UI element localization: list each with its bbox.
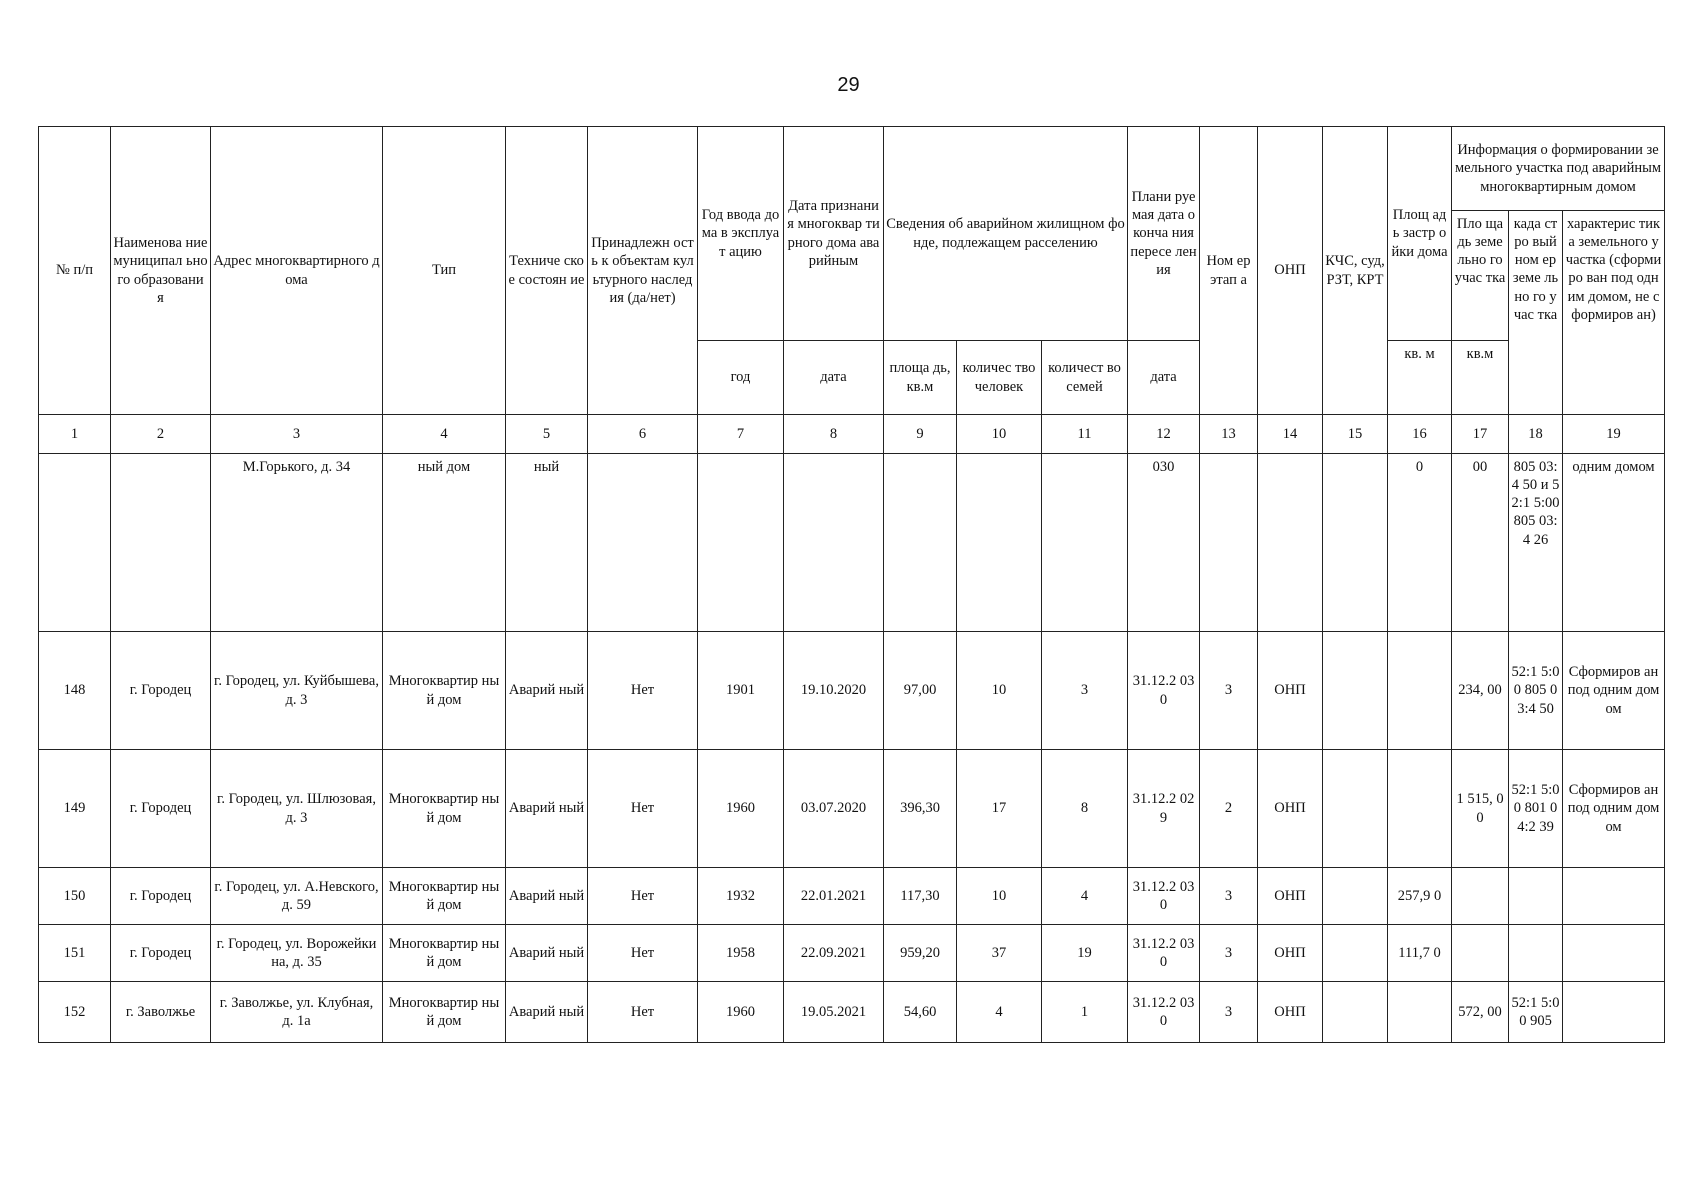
cell-cadastral-number: 52:1 5:00 805 03:4 50 bbox=[1509, 632, 1563, 750]
column-number: 13 bbox=[1200, 415, 1258, 454]
emergency-housing-table bbox=[38, 126, 1665, 1043]
cell-kchs bbox=[1323, 982, 1388, 1043]
cell-families: 1 bbox=[1042, 982, 1128, 1043]
column-number: 10 bbox=[957, 415, 1042, 454]
cell-cadastral-number: 52:1 5:00 801 04:2 39 bbox=[1509, 750, 1563, 868]
header-condition: Техниче ское состоян ие bbox=[506, 127, 588, 415]
cell-building-area: 0 bbox=[1388, 454, 1452, 632]
cell-condition: Аварий ный bbox=[506, 868, 588, 925]
cell-land-area bbox=[1452, 868, 1509, 925]
cell-building-area bbox=[1388, 982, 1452, 1043]
cell-building-area: 111,7 0 bbox=[1388, 925, 1452, 982]
cell-condition: Аварий ный bbox=[506, 632, 588, 750]
header-stage-number: Ном ер этап а bbox=[1200, 127, 1258, 415]
cell-emergency-date: 22.01.2021 bbox=[784, 868, 884, 925]
column-number: 8 bbox=[784, 415, 884, 454]
column-number: 15 bbox=[1323, 415, 1388, 454]
cell-kchs bbox=[1323, 925, 1388, 982]
cell-emergency-date: 03.07.2020 bbox=[784, 750, 884, 868]
cell-cultural-heritage: Нет bbox=[588, 982, 698, 1043]
cell-onp: ОНП bbox=[1258, 632, 1323, 750]
cell-resettlement-date: 31.12.2 030 bbox=[1128, 868, 1200, 925]
cell-kchs bbox=[1323, 632, 1388, 750]
header-cadastral-number: када стро вый ном ер земе льно го учас тка bbox=[1509, 211, 1563, 415]
cell-area bbox=[884, 454, 957, 632]
column-number: 19 bbox=[1563, 415, 1665, 454]
cell-land-area: 234, 00 bbox=[1452, 632, 1509, 750]
cell-address: г. Городец, ул. Ворожейкина, д. 35 bbox=[211, 925, 383, 982]
header-emergency-date: Дата признания многоквар тирного дома аварийным bbox=[784, 127, 884, 341]
cell-people: 10 bbox=[957, 868, 1042, 925]
continuation-row bbox=[39, 454, 1665, 632]
column-number: 1 bbox=[39, 415, 111, 454]
cell-families bbox=[1042, 454, 1128, 632]
header-land-area: Пло щадь земе льно го учас тка bbox=[1452, 211, 1509, 341]
cell-municipality: г. Городец bbox=[111, 750, 211, 868]
cell-number: 150 bbox=[39, 868, 111, 925]
column-number: 16 bbox=[1388, 415, 1452, 454]
cell-commission-year bbox=[698, 454, 784, 632]
cell-type: Многоквартир ный дом bbox=[383, 632, 506, 750]
cell-commission-year: 1960 bbox=[698, 982, 784, 1043]
column-number: 9 bbox=[884, 415, 957, 454]
cell-onp: ОНП bbox=[1258, 982, 1323, 1043]
cell-emergency-date: 19.05.2021 bbox=[784, 982, 884, 1043]
cell-emergency-date: 19.10.2020 bbox=[784, 632, 884, 750]
column-number: 4 bbox=[383, 415, 506, 454]
cell-resettlement-date: 31.12.2 030 bbox=[1128, 925, 1200, 982]
unit-area: площа дь, кв.м bbox=[884, 341, 957, 415]
cell-families: 19 bbox=[1042, 925, 1128, 982]
cell-families: 3 bbox=[1042, 632, 1128, 750]
column-number: 3 bbox=[211, 415, 383, 454]
cell-land-area: 1 515, 00 bbox=[1452, 750, 1509, 868]
table-row bbox=[39, 750, 1665, 868]
cell-kchs bbox=[1323, 454, 1388, 632]
cell-type: Многоквартир ный дом bbox=[383, 982, 506, 1043]
cell-families: 8 bbox=[1042, 750, 1128, 868]
cell-condition: ный bbox=[506, 454, 588, 632]
cell-cadastral-number bbox=[1509, 925, 1563, 982]
cell-stage: 3 bbox=[1200, 925, 1258, 982]
cell-cadastral-number bbox=[1509, 868, 1563, 925]
header-cultural-heritage: Принадлежн ость к объектам культурного наследия (да/нет) bbox=[588, 127, 698, 415]
cell-stage: 3 bbox=[1200, 982, 1258, 1043]
cell-people: 10 bbox=[957, 632, 1042, 750]
page-number: 29 bbox=[837, 74, 860, 96]
column-number: 2 bbox=[111, 415, 211, 454]
header-commission-year: Год ввода дома в эксплуат ацию bbox=[698, 127, 784, 341]
cell-people: 4 bbox=[957, 982, 1042, 1043]
cell-resettlement-date: 31.12.2 030 bbox=[1128, 982, 1200, 1043]
cell-resettlement-date: 030 bbox=[1128, 454, 1200, 632]
cell-area: 97,00 bbox=[884, 632, 957, 750]
cell-cadastral-number: 52:1 5:00 905 bbox=[1509, 982, 1563, 1043]
cell-type: Многоквартир ный дом bbox=[383, 925, 506, 982]
cell-building-area bbox=[1388, 750, 1452, 868]
header-kchs: КЧС, суд, РЗТ, КРТ bbox=[1323, 127, 1388, 415]
cell-onp: ОНП bbox=[1258, 868, 1323, 925]
cell-land-characteristic bbox=[1563, 868, 1665, 925]
column-number: 17 bbox=[1452, 415, 1509, 454]
cell-people bbox=[957, 454, 1042, 632]
header-planned-resettlement-date: Плани руемая дата оконча ния пересе ления bbox=[1128, 127, 1200, 341]
column-number: 7 bbox=[698, 415, 784, 454]
header-land-characteristic: характерис тика земельного участка (сформиро ван под одним домом, не сформиров ан) bbox=[1563, 211, 1665, 415]
cell-cadastral-number: 805 03:4 50 и 52:1 5:00 805 03:4 26 bbox=[1509, 454, 1563, 632]
unit-date: дата bbox=[784, 341, 884, 415]
cell-area: 117,30 bbox=[884, 868, 957, 925]
cell-land-characteristic: Сформиров ан под одним домом bbox=[1563, 750, 1665, 868]
unit-people: количес тво человек bbox=[957, 341, 1042, 415]
cell-building-area bbox=[1388, 632, 1452, 750]
header-land-plot-info: Информация о формировании земельного участка под аварийным многоквартирным домом bbox=[1452, 127, 1665, 211]
column-number: 6 bbox=[588, 415, 698, 454]
cell-municipality: г. Городец bbox=[111, 925, 211, 982]
cell-cultural-heritage: Нет bbox=[588, 868, 698, 925]
cell-type: Многоквартир ный дом bbox=[383, 750, 506, 868]
column-number: 14 bbox=[1258, 415, 1323, 454]
cell-cultural-heritage: Нет bbox=[588, 925, 698, 982]
cell-number: 152 bbox=[39, 982, 111, 1043]
cell-commission-year: 1932 bbox=[698, 868, 784, 925]
cell-commission-year: 1960 bbox=[698, 750, 784, 868]
column-number: 12 bbox=[1128, 415, 1200, 454]
header-address: Адрес многоквартирного дома bbox=[211, 127, 383, 415]
column-number-row bbox=[39, 415, 1665, 454]
cell-land-area bbox=[1452, 925, 1509, 982]
cell-families: 4 bbox=[1042, 868, 1128, 925]
header-emergency-fund-info: Сведения об аварийном жилищном фонде, подлежащем расселению bbox=[884, 127, 1128, 341]
cell-stage: 2 bbox=[1200, 750, 1258, 868]
cell-address: г. Городец, ул. Шлюзовая, д. 3 bbox=[211, 750, 383, 868]
cell-land-characteristic: одним домом bbox=[1563, 454, 1665, 632]
cell-kchs bbox=[1323, 868, 1388, 925]
cell-land-characteristic bbox=[1563, 982, 1665, 1043]
cell-condition: Аварий ный bbox=[506, 925, 588, 982]
cell-stage bbox=[1200, 454, 1258, 632]
cell-address: г. Городец, ул. А.Невского, д. 59 bbox=[211, 868, 383, 925]
cell-building-area: 257,9 0 bbox=[1388, 868, 1452, 925]
cell-municipality: г. Заволжье bbox=[111, 982, 211, 1043]
header-onp: ОНП bbox=[1258, 127, 1323, 415]
cell-emergency-date: 22.09.2021 bbox=[784, 925, 884, 982]
unit-families: количест во семей bbox=[1042, 341, 1128, 415]
cell-municipality: г. Городец bbox=[111, 868, 211, 925]
cell-people: 17 bbox=[957, 750, 1042, 868]
cell-land-characteristic bbox=[1563, 925, 1665, 982]
cell-area: 959,20 bbox=[884, 925, 957, 982]
cell-land-area: 00 bbox=[1452, 454, 1509, 632]
cell-address: г. Заволжье, ул. Клубная, д. 1а bbox=[211, 982, 383, 1043]
cell-area: 396,30 bbox=[884, 750, 957, 868]
unit-year: год bbox=[698, 341, 784, 415]
cell-kchs bbox=[1323, 750, 1388, 868]
table-row bbox=[39, 982, 1665, 1043]
unit-land-area: кв.м bbox=[1452, 341, 1509, 415]
cell-municipality bbox=[111, 454, 211, 632]
unit-resettlement-date: дата bbox=[1128, 341, 1200, 415]
cell-land-characteristic: Сформиров ан под одним домом bbox=[1563, 632, 1665, 750]
unit-building-area: кв. м bbox=[1388, 341, 1452, 415]
header-municipality: Наименова ние муниципал ьного образовани я bbox=[111, 127, 211, 415]
cell-type: ный дом bbox=[383, 454, 506, 632]
cell-municipality: г. Городец bbox=[111, 632, 211, 750]
cell-emergency-date bbox=[784, 454, 884, 632]
cell-type: Многоквартир ный дом bbox=[383, 868, 506, 925]
cell-condition: Аварий ный bbox=[506, 750, 588, 868]
cell-number: 151 bbox=[39, 925, 111, 982]
column-number: 11 bbox=[1042, 415, 1128, 454]
cell-stage: 3 bbox=[1200, 632, 1258, 750]
table-row bbox=[39, 632, 1665, 750]
table-row bbox=[39, 868, 1665, 925]
cell-cultural-heritage: Нет bbox=[588, 632, 698, 750]
cell-commission-year: 1901 bbox=[698, 632, 784, 750]
cell-cultural-heritage: Нет bbox=[588, 750, 698, 868]
cell-address: г. Городец, ул. Куйбышева, д. 3 bbox=[211, 632, 383, 750]
cell-resettlement-date: 31.12.2 029 bbox=[1128, 750, 1200, 868]
cell-number: 148 bbox=[39, 632, 111, 750]
cell-onp bbox=[1258, 454, 1323, 632]
cell-land-area: 572, 00 bbox=[1452, 982, 1509, 1043]
cell-number bbox=[39, 454, 111, 632]
column-number: 5 bbox=[506, 415, 588, 454]
cell-number: 149 bbox=[39, 750, 111, 868]
cell-address: М.Горького, д. 34 bbox=[211, 454, 383, 632]
cell-resettlement-date: 31.12.2 030 bbox=[1128, 632, 1200, 750]
cell-area: 54,60 bbox=[884, 982, 957, 1043]
cell-cultural-heritage bbox=[588, 454, 698, 632]
cell-condition: Аварий ный bbox=[506, 982, 588, 1043]
cell-people: 37 bbox=[957, 925, 1042, 982]
cell-stage: 3 bbox=[1200, 868, 1258, 925]
header-type: Тип bbox=[383, 127, 506, 415]
column-number: 18 bbox=[1509, 415, 1563, 454]
cell-onp: ОНП bbox=[1258, 750, 1323, 868]
cell-onp: ОНП bbox=[1258, 925, 1323, 982]
header-number: № п/п bbox=[39, 127, 111, 415]
table-row bbox=[39, 925, 1665, 982]
header-building-area: Площ адь застр ойки дома bbox=[1388, 127, 1452, 341]
cell-commission-year: 1958 bbox=[698, 925, 784, 982]
